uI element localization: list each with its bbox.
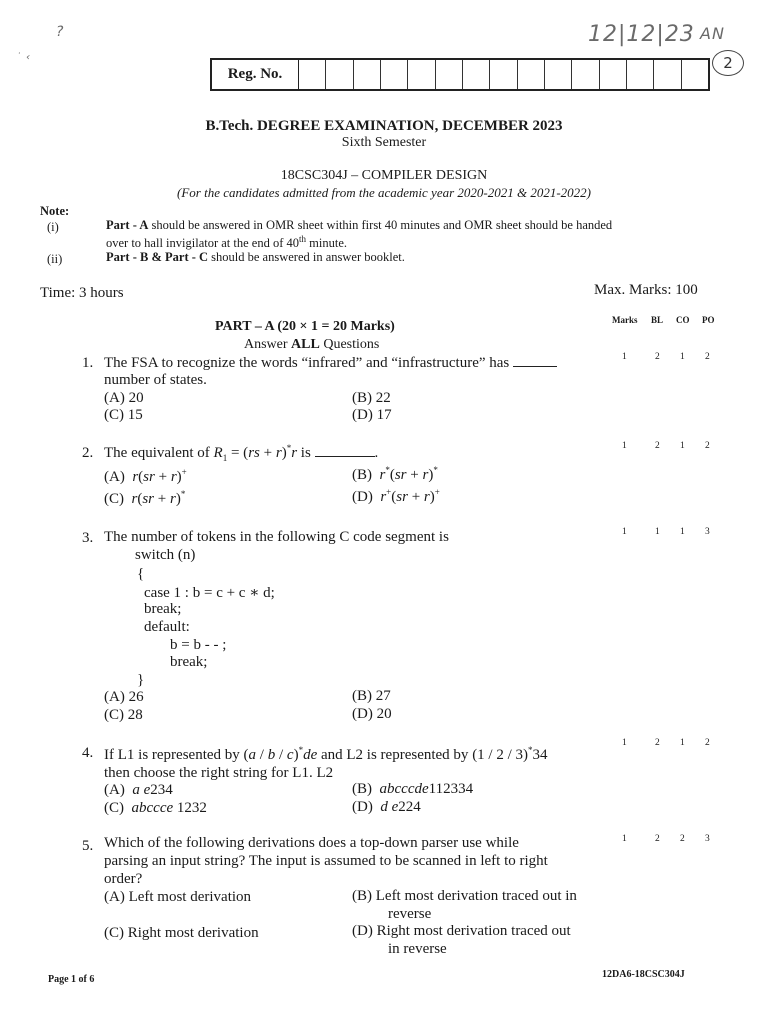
q4-option-d: (D) d e224 xyxy=(352,799,421,815)
q5-bl: 2 xyxy=(655,834,660,844)
q5-po: 3 xyxy=(705,834,710,844)
note-num-1: (i) xyxy=(47,220,59,234)
q4-option-c: (C) abccce 1232 xyxy=(104,800,207,816)
q2-option-a: (A) r(sr + r)+ xyxy=(104,467,187,485)
col-bl: BL xyxy=(651,315,664,325)
q5-option-c: (C) Right most derivation xyxy=(104,925,259,941)
handwritten-dots: ˙ ‹ xyxy=(16,52,32,63)
reg-no-box xyxy=(210,58,710,91)
q5-number: 5. xyxy=(82,838,94,854)
reg-no-label: Reg. No. xyxy=(212,60,299,89)
q2-bl: 2 xyxy=(655,441,660,451)
q5-text-cont: parsing an input string? The input is assumed to be scanned in left to right xyxy=(104,853,548,869)
col-co: CO xyxy=(676,315,690,325)
q3-code-line: b = b - - ; xyxy=(170,637,227,653)
note-item-1: Part - A should be answered in OMR sheet within first 40 minutes and OMR sheet should be handed xyxy=(106,218,613,232)
q3-code-line: break; xyxy=(144,601,182,617)
q1-text-cont: number of states. xyxy=(104,372,207,388)
q3-number: 3. xyxy=(82,530,94,546)
q5-option-d-cont: in reverse xyxy=(388,941,447,957)
q5-marks: 1 xyxy=(622,834,627,844)
q2-co: 1 xyxy=(680,441,685,451)
q3-code-line: switch (n) xyxy=(135,547,196,563)
note-num-2: (ii) xyxy=(47,252,63,266)
q5-text: Which of the following derivations does a top-down parser use while xyxy=(104,835,519,851)
q1-marks: 1 xyxy=(622,352,627,362)
q3-option-c: (C) 28 xyxy=(104,707,143,723)
q3-marks: 1 xyxy=(622,527,627,537)
q4-text: If L1 is represented by (a / b / c)*de and L2 is represented by (1 / 2 / 3)*34 xyxy=(104,745,548,763)
q5-option-b-cont: reverse xyxy=(388,906,432,922)
q1-number: 1. xyxy=(82,355,94,371)
course-title: 18CSC304J – COMPILER DESIGN xyxy=(280,168,488,183)
q1-co: 1 xyxy=(680,352,685,362)
handwritten-session: AN xyxy=(700,24,725,43)
q4-co: 1 xyxy=(680,738,685,748)
note-label: Note: xyxy=(40,204,70,218)
q3-code-line: case 1 : b = c + c ∗ d; xyxy=(144,585,275,601)
q5-option-d: (D) Right most derivation traced out xyxy=(352,923,571,939)
q2-marks: 1 xyxy=(622,441,627,451)
q5-text-cont2: order? xyxy=(104,871,143,887)
q1-option-c: (C) 15 xyxy=(104,407,143,423)
page-number: Page 1 of 6 xyxy=(48,974,95,985)
q4-bl: 2 xyxy=(655,738,660,748)
q1-po: 2 xyxy=(705,352,710,362)
note-bold-1: Part - A xyxy=(106,218,149,232)
time-label: Time: 3 hours xyxy=(40,285,124,301)
q2-option-c: (C) r(sr + r)* xyxy=(104,489,186,507)
q3-option-d: (D) 20 xyxy=(352,706,392,722)
q5-option-b: (B) Left most derivation traced out in xyxy=(352,888,577,904)
q3-code-line: default: xyxy=(144,619,190,635)
q3-code-line: break; xyxy=(170,654,208,670)
max-marks-label: Max. Marks: 100 xyxy=(594,282,698,298)
handwritten-circled-number: 2 xyxy=(712,50,744,76)
q5-option-a: (A) Left most derivation xyxy=(104,889,252,905)
q5-co: 2 xyxy=(680,834,685,844)
q2-option-d: (D) r+(sr + r)+ xyxy=(352,487,440,505)
handwritten-mark: ? xyxy=(56,24,65,40)
q3-code-line: { xyxy=(137,566,145,582)
q3-bl: 1 xyxy=(655,527,660,537)
q3-co: 1 xyxy=(680,527,685,537)
q1-option-d: (D) 17 xyxy=(352,407,392,423)
q1-text: The FSA to recognize the words “infrared” and “infrastructure” has xyxy=(104,355,557,372)
answer-all: Answer ALL Questions xyxy=(244,337,380,352)
q4-option-b: (B) abcccde112334 xyxy=(352,781,474,797)
semester: Sixth Semester xyxy=(341,135,427,150)
note-item-1-cont: over to hall invigilator at the end of 40th minute. xyxy=(106,234,347,251)
q3-code-line: } xyxy=(137,672,145,688)
q1-option-a: (A) 20 xyxy=(104,390,144,406)
handwritten-date: 12|12|23 xyxy=(588,22,695,47)
q4-option-a: (A) a e234 xyxy=(104,782,173,798)
q3-option-a: (A) 26 xyxy=(104,689,144,705)
q2-number: 2. xyxy=(82,445,94,461)
q2-po: 2 xyxy=(705,441,710,451)
q1-bl: 2 xyxy=(655,352,660,362)
q2-option-b: (B) r*(sr + r)* xyxy=(352,465,438,483)
q3-option-b: (B) 27 xyxy=(352,688,391,704)
col-po: PO xyxy=(702,315,715,325)
q3-text: The number of tokens in the following C code segment is xyxy=(104,529,449,545)
q1-option-b: (B) 22 xyxy=(352,390,391,406)
part-a-title: PART – A (20 × 1 = 20 Marks) xyxy=(215,319,395,334)
admitted-note: (For the candidates admitted from the academic year 2020-2021 & 2021-2022) xyxy=(177,185,591,200)
q2-text: The equivalent of $R_1 = (rs + r)^*r$ is . xyxy=(104,443,379,463)
exam-title: B.Tech. DEGREE EXAMINATION, DECEMBER 2023 xyxy=(205,118,563,134)
q3-po: 3 xyxy=(705,527,710,537)
q4-po: 2 xyxy=(705,738,710,748)
note-item-2: Part - B & Part - C should be answered in answer booklet. xyxy=(106,250,405,264)
q4-text-cont: then choose the right string for L1. L2 xyxy=(104,765,334,781)
col-marks: Marks xyxy=(612,315,638,325)
q4-marks: 1 xyxy=(622,738,627,748)
paper-code: 12DA6-18CSC304J xyxy=(602,969,685,980)
q4-number: 4. xyxy=(82,745,94,761)
